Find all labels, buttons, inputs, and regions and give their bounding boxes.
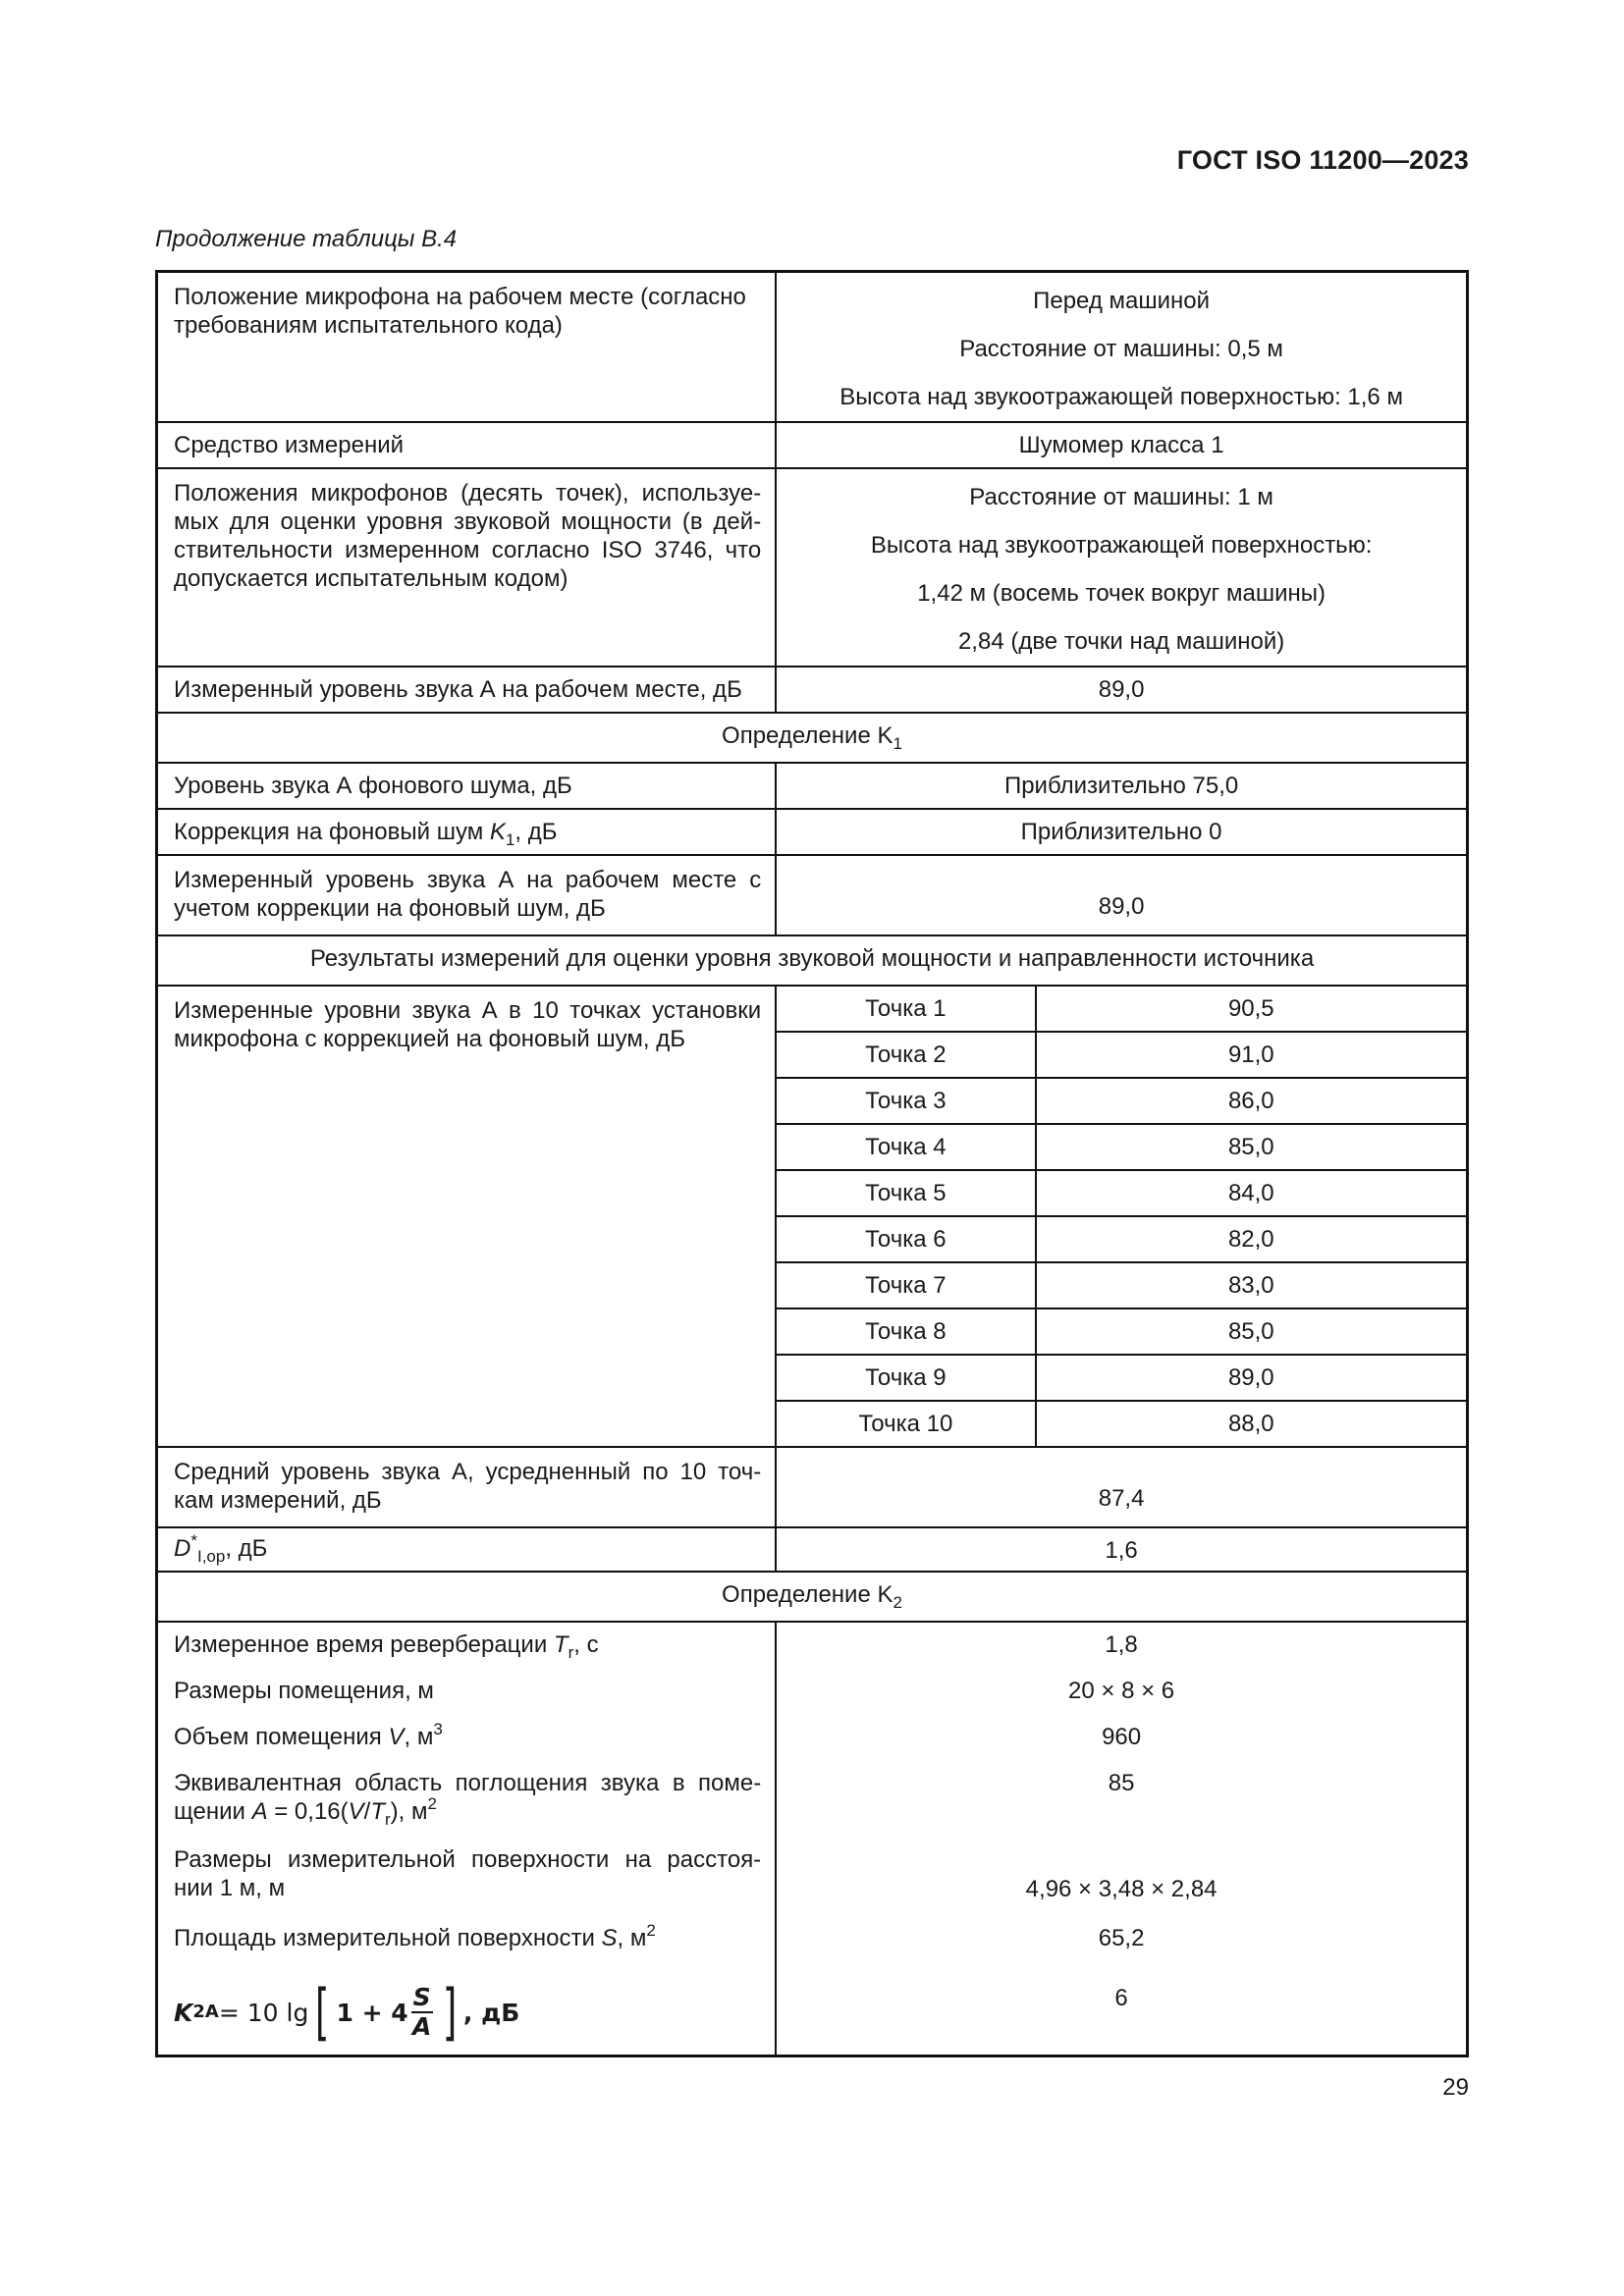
row-value: 89,0 — [776, 855, 1467, 935]
point-value: 91,0 — [1036, 1032, 1468, 1078]
point-value: 83,0 — [1036, 1262, 1468, 1308]
value-line: 1,42 м (восемь точек вокруг машины) — [917, 580, 1326, 607]
point-name: Точка 3 — [776, 1078, 1035, 1124]
row-label: Положение микрофона на рабочем месте (согласно требованиям испытательного кода) — [157, 272, 777, 423]
point-value: 84,0 — [1036, 1170, 1468, 1216]
point-name: Точка 7 — [776, 1262, 1035, 1308]
k2-labels: Измеренное время реверберации $T_r$, с Размеры помещения, м Объем помещения V, $м^3$ Эквивалентная область поглощения звука в поме-щении $A = 0,16(V/T_r)$, $м^2$ Размеры измерительной поверхности на расстоя-нии 1 м, м Площадь измерительной поверхности S, $м^2$ K 2A = 10 lg [ 1 + 4 $\frac{S}{A}$ ] , дБ — [157, 1622, 777, 2056]
value-line: Высота над звукоотражающей поверхностью: — [870, 532, 1373, 559]
point-name: Точка 4 — [776, 1124, 1035, 1170]
row-label: Измеренный уровень звука А на рабочем месте с учетом коррекции на фоновый шум, дБ — [157, 855, 777, 935]
section-header-k1 — [157, 713, 1468, 763]
section-title: Определение K — [722, 1581, 893, 1608]
row-value: Приблизительно 0 — [776, 809, 1467, 855]
point-value: 90,5 — [1036, 986, 1468, 1032]
value-line: 2,84 (две точки над машиной) — [957, 628, 1285, 655]
point-name: Точка 5 — [776, 1170, 1035, 1216]
point-value: 89,0 — [1036, 1355, 1468, 1401]
table-row — [157, 422, 1468, 468]
section-title-sub: 2 — [893, 1593, 902, 1612]
row-label: Средство измерений — [157, 422, 777, 468]
section-title: Определение K — [722, 722, 893, 749]
row-label: Уровень звука А фонового шума, дБ — [157, 763, 777, 809]
point-value: 86,0 — [1036, 1078, 1468, 1124]
row-value: 89,0 — [776, 667, 1467, 713]
document-id: ГОСТ ISO 11200—2023 — [1176, 145, 1469, 175]
row-label: Коррекция на фоновый шум $K_1$, дБ — [157, 809, 777, 855]
table-row — [157, 1622, 1468, 2056]
point-name: Точка 6 — [776, 1216, 1035, 1262]
point-name: Точка 8 — [776, 1308, 1035, 1355]
point-value: 82,0 — [1036, 1216, 1468, 1262]
section-header-k2 — [157, 1572, 1468, 1622]
table-row — [157, 667, 1468, 713]
data-table — [155, 270, 1469, 2057]
point-name: Точка 10 — [776, 1401, 1035, 1447]
row-value — [776, 272, 1467, 423]
value-line: Высота над звукоотражающей поверхностью: 1,6 м — [839, 384, 1403, 410]
point-value: 85,0 — [1036, 1124, 1468, 1170]
row-value: 1,6 — [776, 1527, 1467, 1572]
row-label: Средний уровень звука А, усредненный по 10 точ-кам измерений, дБ — [157, 1447, 777, 1527]
table-caption: Продолжение таблицы В.4 — [155, 226, 458, 252]
page-number: 29 — [1442, 2074, 1469, 2101]
table-row — [157, 855, 1468, 935]
row-label: Измеренный уровень звука А на рабочем месте, дБ — [157, 667, 777, 713]
value-line: Расстояние от машины: 1 м — [969, 484, 1273, 510]
row-label: Положения микрофонов (десять точек), используе-мых для оценки уровня звуковой мощности (в дей-ствительности измеренном согласно ISO 3746, что допускается испытательным кодом) — [157, 468, 777, 667]
row-value: Приблизительно 75,0 — [776, 763, 1467, 809]
table-row — [157, 809, 1468, 855]
k2a-formula: K 2A = 10 lg [ 1 + 4 $\frac{S}{A}$ ] , дБ — [174, 1976, 520, 2048]
row-label: Измеренные уровни звука А в 10 точках установки микрофона с коррекцией на фоновый шум, дБ — [157, 986, 777, 1447]
point-value: 85,0 — [1036, 1308, 1468, 1355]
table-row — [157, 1527, 1468, 1572]
k2-values: 1,8 20 × 8 × 6 960 85 4,96 × 3,48 × 2,84 65,2 6 — [776, 1622, 1467, 2056]
section-title: Результаты измерений для оценки уровня звуковой мощности и направленности источника — [157, 935, 1468, 986]
table-row — [157, 468, 1468, 667]
section-title-sub: 1 — [893, 734, 902, 753]
row-value: Шумомер класса 1 — [776, 422, 1467, 468]
value-line: Перед машиной — [1033, 288, 1211, 314]
point-name: Точка 9 — [776, 1355, 1035, 1401]
row-value — [776, 468, 1467, 667]
table-row — [157, 763, 1468, 809]
row-label: $D^*_{I,op}$, дБ — [157, 1527, 777, 1572]
table-row — [157, 986, 1468, 1032]
point-name: Точка 2 — [776, 1032, 1035, 1078]
point-value: 88,0 — [1036, 1401, 1468, 1447]
row-value: 87,4 — [776, 1447, 1467, 1527]
section-header-results — [157, 935, 1468, 986]
value-line: Расстояние от машины: 0,5 м — [959, 336, 1283, 362]
table-row — [157, 272, 1468, 423]
table-row — [157, 1447, 1468, 1527]
point-name: Точка 1 — [776, 986, 1035, 1032]
